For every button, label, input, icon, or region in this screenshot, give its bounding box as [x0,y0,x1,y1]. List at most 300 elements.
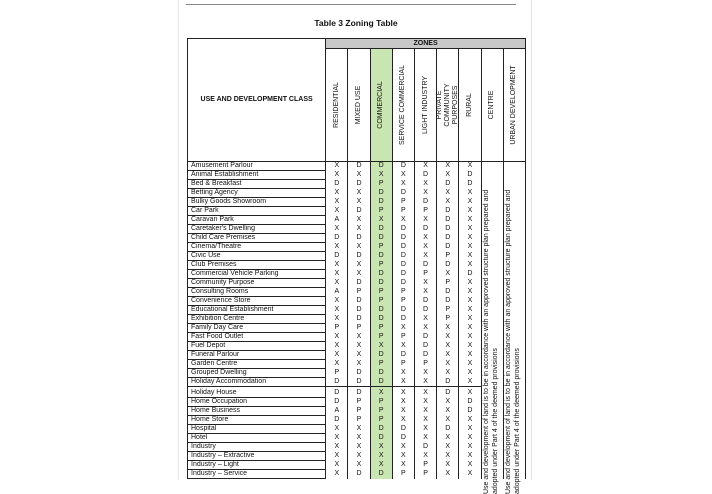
permissibility-cell: D [348,279,370,288]
permissibility-cell: X [326,351,348,360]
permissibility-cell: X [459,387,481,398]
permissibility-cell: X [370,387,392,398]
permissibility-cell: X [414,452,436,461]
permissibility-cell: X [392,342,414,351]
use-class-cell: Garden Centre [188,360,326,369]
use-class-cell: Industry [188,443,326,452]
permissibility-cell: X [414,398,436,407]
table-row [188,342,526,351]
permissibility-cell: X [370,171,392,180]
permissibility-cell: D [326,416,348,425]
permissibility-cell: D [370,315,392,324]
permissibility-cell: X [459,234,481,243]
permissibility-cell: X [392,407,414,416]
permissibility-cell: D [392,425,414,434]
use-class-cell: Exhibition Centre [188,315,326,324]
permissibility-cell: P [348,416,370,425]
permissibility-cell: D [392,243,414,252]
use-class-cell: Fast Food Outlet [188,333,326,342]
table-row [188,180,526,189]
use-class-cell: Hospital [188,425,326,434]
permissibility-cell: X [392,443,414,452]
permissibility-cell: D [348,207,370,216]
permissibility-cell: X [414,378,436,387]
table-row [188,207,526,216]
permissibility-cell: D [326,234,348,243]
permissibility-cell: D [370,189,392,198]
permissibility-cell: X [437,342,459,351]
use-class-cell: Caretaker's Dwelling [188,225,326,234]
permissibility-cell: D [370,470,392,479]
permissibility-cell: P [392,360,414,369]
structure-plan-note: Use and development of land is to be in accordance with an approved structure plan prepared and adopted under Part 4 of the deemed provisions [505,189,521,494]
permissibility-cell: X [392,180,414,189]
table-row [188,369,526,378]
permissibility-cell: D [370,270,392,279]
permissibility-cell: D [370,306,392,315]
permissibility-cell: X [459,207,481,216]
permissibility-cell: D [437,243,459,252]
permissibility-cell: X [459,243,481,252]
permissibility-cell: X [437,360,459,369]
permissibility-cell: X [459,288,481,297]
zone-column-label: SERVICE COMMERCIAL [399,65,407,145]
permissibility-cell: P [370,288,392,297]
permissibility-cell: X [326,162,348,171]
permissibility-cell: P [348,288,370,297]
permissibility-cell: X [348,243,370,252]
table-row [188,252,526,261]
permissibility-cell: X [459,225,481,234]
permissibility-cell: X [348,443,370,452]
use-class-cell: Animal Establishment [188,171,326,180]
permissibility-cell: P [348,324,370,333]
permissibility-cell: P [437,252,459,261]
zone-column-label: LIGHT INDUSTRY [421,75,429,135]
zone-column-label: MIXED USE [354,85,362,125]
permissibility-cell: D [437,225,459,234]
permissibility-cell: X [326,434,348,443]
permissibility-cell: X [437,443,459,452]
permissibility-cell: X [459,252,481,261]
table-row [188,297,526,306]
permissibility-cell: D [459,270,481,279]
permissibility-cell: D [326,180,348,189]
zone-column-header [326,49,348,162]
permissibility-cell: X [348,189,370,198]
header-rule [186,4,516,5]
permissibility-cell: P [414,360,436,369]
permissibility-cell: X [348,342,370,351]
permissibility-cell: P [370,360,392,369]
permissibility-cell: X [392,216,414,225]
permissibility-cell: X [348,434,370,443]
permissibility-cell: D [370,252,392,261]
permissibility-cell: X [414,180,436,189]
permissibility-cell: D [370,162,392,171]
use-class-cell: Civic Use [188,252,326,261]
permissibility-cell: P [370,416,392,425]
permissibility-cell: D [392,270,414,279]
permissibility-cell: X [326,470,348,479]
permissibility-cell: D [348,470,370,479]
table-row [188,171,526,180]
permissibility-cell: P [370,261,392,270]
permissibility-cell: X [437,416,459,425]
table-row [188,234,526,243]
permissibility-cell: X [437,324,459,333]
permissibility-cell: X [459,378,481,387]
permissibility-cell: X [326,461,348,470]
permissibility-cell: P [348,407,370,416]
permissibility-cell: D [459,180,481,189]
use-class-cell: Industry – Service [188,470,326,479]
permissibility-cell: X [414,189,436,198]
permissibility-cell: X [437,333,459,342]
permissibility-cell: D [392,351,414,360]
permissibility-cell: X [370,452,392,461]
permissibility-cell: D [437,207,459,216]
use-class-cell: Bulky Goods Showroom [188,198,326,207]
permissibility-cell: X [370,461,392,470]
zone-column-header [437,49,459,162]
table-row [188,434,526,443]
permissibility-cell: X [348,270,370,279]
permissibility-cell: X [437,270,459,279]
permissibility-cell: D [370,378,392,387]
permissibility-cell: D [348,234,370,243]
use-class-cell: Community Purpose [188,279,326,288]
structure-plan-note: Use and development of land is to be in accordance with an approved structure plan prepared and adopted under Part 4 of the deemed provisions [483,189,499,494]
permissibility-cell: X [414,315,436,324]
permissibility-cell: D [348,162,370,171]
permissibility-cell: D [348,306,370,315]
permissibility-cell: D [370,434,392,443]
permissibility-cell: X [459,416,481,425]
permissibility-cell: D [326,252,348,261]
permissibility-cell: P [414,207,436,216]
permissibility-cell: D [348,315,370,324]
permissibility-cell: X [459,162,481,171]
permissibility-cell: X [414,425,436,434]
permissibility-cell: X [414,288,436,297]
table-row [188,378,526,387]
zone-column-label: CENTRE [488,90,496,120]
use-class-cell: Amusement Parlour [188,162,326,171]
permissibility-cell: X [459,216,481,225]
permissibility-cell: X [326,279,348,288]
permissibility-cell: X [414,324,436,333]
permissibility-cell: X [326,306,348,315]
permissibility-cell: X [392,378,414,387]
permissibility-cell: X [348,351,370,360]
permissibility-cell: X [414,387,436,398]
permissibility-cell: P [392,470,414,479]
permissibility-cell: D [459,407,481,416]
permissibility-cell: X [459,279,481,288]
permissibility-cell: X [326,225,348,234]
permissibility-cell: X [459,461,481,470]
permissibility-cell: D [437,261,459,270]
permissibility-cell: D [414,198,436,207]
permissibility-cell: X [326,425,348,434]
permissibility-cell: X [370,216,392,225]
use-class-cell: Family Day Care [188,324,326,333]
permissibility-cell: D [392,225,414,234]
permissibility-cell: X [437,198,459,207]
permissibility-cell: D [392,279,414,288]
permissibility-cell: P [370,180,392,189]
permissibility-cell: X [437,189,459,198]
permissibility-cell: A [326,407,348,416]
permissibility-cell: P [437,306,459,315]
permissibility-cell: D [437,387,459,398]
permissibility-cell: X [326,297,348,306]
table-row [188,425,526,434]
table-row [188,261,526,270]
urban-development-note-cell [503,162,525,494]
permissibility-cell: D [392,162,414,171]
permissibility-cell: P [437,315,459,324]
zoning-table [187,38,526,494]
permissibility-cell: X [459,315,481,324]
permissibility-cell: P [392,198,414,207]
permissibility-cell: X [437,369,459,378]
permissibility-cell: X [414,234,436,243]
permissibility-cell: D [370,369,392,378]
permissibility-cell: P [326,324,348,333]
permissibility-cell: P [370,324,392,333]
use-class-cell: Betting Agency [188,189,326,198]
permissibility-cell: X [459,189,481,198]
permissibility-cell: X [392,416,414,425]
use-class-cell: Educational Establishment [188,306,326,315]
table-row [188,216,526,225]
permissibility-cell: X [348,225,370,234]
permissibility-cell: X [414,416,436,425]
permissibility-cell: X [392,369,414,378]
permissibility-cell: D [414,333,436,342]
zone-column-header [414,49,436,162]
permissibility-cell: A [326,288,348,297]
permissibility-cell: X [459,443,481,452]
permissibility-cell: X [459,369,481,378]
permissibility-cell: P [370,398,392,407]
table-row [188,333,526,342]
permissibility-cell: D [326,398,348,407]
permissibility-cell: D [370,198,392,207]
zone-column-header [392,49,414,162]
permissibility-cell: X [326,452,348,461]
permissibility-cell: X [459,470,481,479]
permissibility-cell: D [437,216,459,225]
table-row [188,315,526,324]
permissibility-cell: D [414,443,436,452]
permissibility-cell: D [437,288,459,297]
permissibility-cell: X [348,452,370,461]
table-row [188,324,526,333]
permissibility-cell: X [437,171,459,180]
permissibility-cell: D [348,369,370,378]
permissibility-cell: X [459,297,481,306]
permissibility-cell: X [414,407,436,416]
permissibility-cell: X [348,461,370,470]
permissibility-cell: D [348,387,370,398]
permissibility-cell: X [459,342,481,351]
permissibility-cell: D [459,171,481,180]
permissibility-cell: D [392,315,414,324]
permissibility-cell: X [392,398,414,407]
permissibility-cell: D [370,351,392,360]
permissibility-cell: P [392,297,414,306]
permissibility-cell: D [348,180,370,189]
use-class-cell: Club Premises [188,261,326,270]
permissibility-cell: X [459,351,481,360]
permissibility-cell: X [326,171,348,180]
permissibility-cell: D [437,378,459,387]
permissibility-cell: X [392,387,414,398]
table-row [188,162,526,171]
permissibility-cell: X [348,171,370,180]
permissibility-cell: D [392,234,414,243]
zone-column-header [348,49,370,162]
permissibility-cell: X [326,243,348,252]
permissibility-cell: D [437,180,459,189]
permissibility-cell: P [370,207,392,216]
permissibility-cell: X [459,306,481,315]
zone-column-label: RESIDENTIAL [332,82,340,128]
use-class-header: USE AND DEVELOPMENT CLASS [188,39,326,162]
table-row [188,198,526,207]
zone-column-label: COMMERCIAL [377,81,385,129]
permissibility-cell: X [348,425,370,434]
use-class-cell: Funeral Parlour [188,351,326,360]
permissibility-cell: D [414,171,436,180]
permissibility-cell: P [370,297,392,306]
permissibility-cell: X [392,171,414,180]
permissibility-cell: X [437,461,459,470]
table-row [188,470,526,479]
permissibility-cell: X [437,470,459,479]
permissibility-cell: X [414,279,436,288]
table-row [188,387,526,398]
permissibility-cell: X [348,333,370,342]
permissibility-cell: P [437,279,459,288]
centre-note-cell [481,162,503,494]
permissibility-cell: D [348,297,370,306]
zones-header: ZONES [326,39,526,49]
permissibility-cell: A [326,216,348,225]
table-row [188,398,526,407]
table-row [188,416,526,425]
permissibility-cell: X [459,198,481,207]
permissibility-cell: X [414,162,436,171]
permissibility-cell: P [370,407,392,416]
permissibility-cell: D [392,252,414,261]
use-class-cell: Holiday House [188,387,326,398]
permissibility-cell: X [459,360,481,369]
permissibility-cell: D [459,398,481,407]
permissibility-cell: D [437,297,459,306]
zone-column-label: RURAL [465,93,473,117]
use-class-cell: Bed & Breakfast [188,180,326,189]
permissibility-cell: X [414,243,436,252]
use-class-cell: Hotel [188,434,326,443]
permissibility-cell: D [392,434,414,443]
permissibility-cell: D [414,342,436,351]
permissibility-cell: D [326,387,348,398]
permissibility-cell: X [370,443,392,452]
permissibility-cell: D [414,351,436,360]
use-class-cell: Fuel Depot [188,342,326,351]
table-row [188,270,526,279]
use-class-cell: Industry – Light [188,461,326,470]
permissibility-cell: X [348,261,370,270]
permissibility-cell: X [459,333,481,342]
table-row [188,452,526,461]
permissibility-cell: P [414,270,436,279]
use-class-cell: Home Occupation [188,398,326,407]
table-row [188,243,526,252]
use-class-cell: Convenience Store [188,297,326,306]
permissibility-cell: X [326,270,348,279]
permissibility-cell: X [348,216,370,225]
permissibility-cell: P [392,288,414,297]
zone-column-header [503,49,525,162]
permissibility-cell: X [437,398,459,407]
table-row [188,306,526,315]
table-row [188,189,526,198]
permissibility-cell: X [437,162,459,171]
table-row [188,360,526,369]
permissibility-cell: X [459,324,481,333]
permissibility-cell: X [370,342,392,351]
use-class-cell: Caravan Park [188,216,326,225]
use-class-cell: Holiday Accommodation [188,378,326,387]
zone-column-label: PRIVATE COMMUNITY PURPOSES [435,83,459,127]
zone-column-header [370,49,392,162]
permissibility-cell: X [326,261,348,270]
use-class-cell: Home Store [188,416,326,425]
permissibility-cell: X [459,425,481,434]
permissibility-cell: P [370,333,392,342]
permissibility-cell: X [437,452,459,461]
permissibility-cell: P [326,369,348,378]
permissibility-cell: D [348,252,370,261]
table-row [188,407,526,416]
permissibility-cell: D [370,425,392,434]
permissibility-cell: X [326,207,348,216]
permissibility-cell: D [348,378,370,387]
permissibility-cell: X [326,315,348,324]
table-row [188,279,526,288]
permissibility-cell: P [414,461,436,470]
use-class-cell: Car Park [188,207,326,216]
permissibility-cell: D [414,297,436,306]
permissibility-cell: P [392,207,414,216]
permissibility-cell: X [392,452,414,461]
permissibility-cell: X [348,198,370,207]
use-class-cell: Consulting Rooms [188,288,326,297]
permissibility-cell: P [414,470,436,479]
permissibility-cell: D [414,261,436,270]
zone-column-label: URBAN DEVELOPMENT [510,65,518,145]
use-class-cell: Cinema/Theatre [188,243,326,252]
use-class-cell: Child Care Premises [188,234,326,243]
zone-column-header [459,49,481,162]
permissibility-cell: X [414,434,436,443]
permissibility-cell: P [370,243,392,252]
